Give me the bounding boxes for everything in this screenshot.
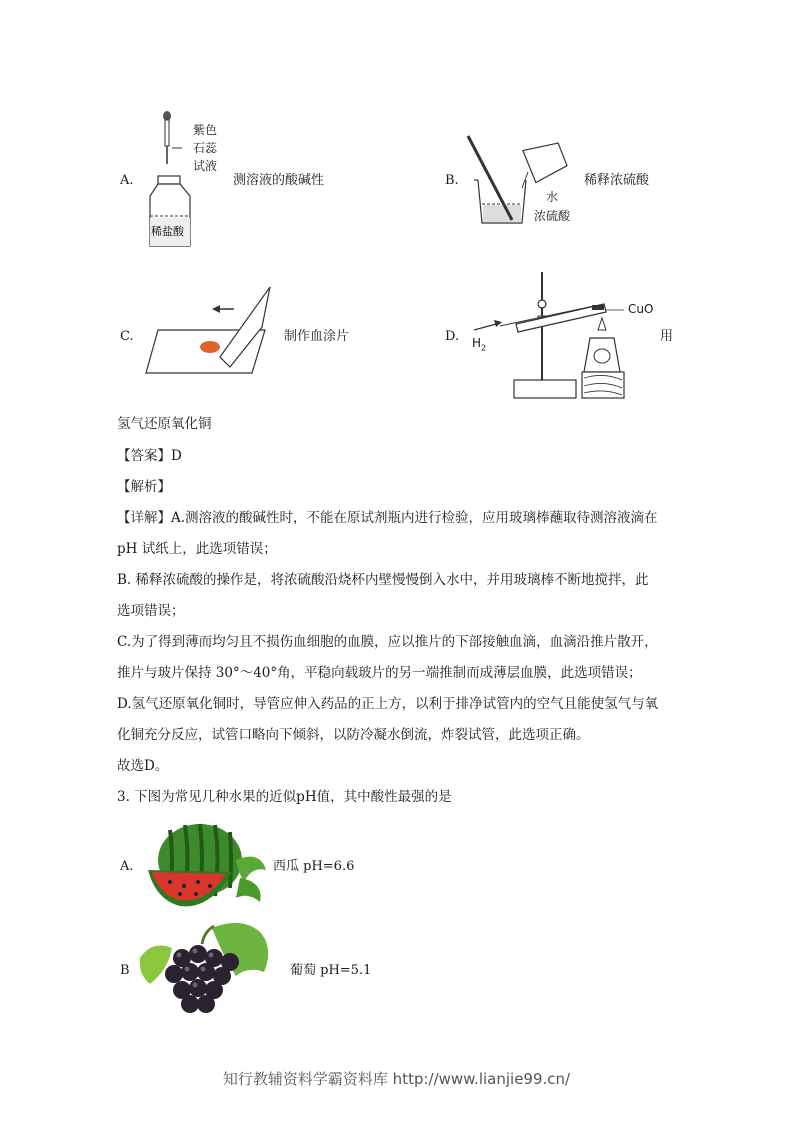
label-h2 xyxy=(472,336,486,352)
explanation-line: 故选D。 xyxy=(117,758,169,774)
option-c-letter: C. xyxy=(120,329,134,344)
option-d-letter: D. xyxy=(445,329,460,344)
explanation-line: 推片与玻片保持 30°～40°角，平稳向载玻片的另一端推制而成薄层血膜，此选项错误； xyxy=(117,665,642,681)
q3-option-b-letter: B xyxy=(120,963,130,978)
explanation-line: C.为了得到薄而均匀且不损伤血细胞的血膜，应以推片的下部接触血滴，血滴沿推片散开， xyxy=(117,634,658,650)
label-h2-sub: 2 xyxy=(481,343,487,353)
explanation-line: 化铜充分反应，试管口略向下倾斜，以防冷凝水倒流，炸裂试管，此选项正确。 xyxy=(117,727,590,743)
option-a-letter: A. xyxy=(120,173,134,188)
h2-reduction-illustration xyxy=(464,268,634,400)
litmus-label-2: 石蕊 xyxy=(193,141,218,155)
explanation xyxy=(117,508,658,787)
blood-smear-illustration xyxy=(140,285,280,380)
footer-watermark: 知行教辅资料学霸资料库 http://www.lianjie99.cn/ xyxy=(222,1070,571,1088)
answer-line: 【答案】D xyxy=(117,448,182,464)
label-water: 水 xyxy=(546,190,559,204)
litmus-label-3: 试液 xyxy=(193,159,218,173)
litmus-label-1: 紫色 xyxy=(193,123,218,137)
option-d-caption-cont: 氢气还原氧化铜 xyxy=(117,416,212,432)
watermelon-image xyxy=(140,820,272,912)
label-conc-acid: 浓硫酸 xyxy=(534,209,571,223)
option-b-caption: 稀释浓硫酸 xyxy=(584,173,650,188)
explanation-line: B. 稀释浓硫酸的操作是，将浓硫酸沿烧杯内壁慢慢倒入水中，并用玻璃棒不断地搅拌，此 xyxy=(117,572,649,588)
explanation-line: pH 试纸上，此选项错误； xyxy=(117,541,277,557)
option-a-caption: 测溶液的酸碱性 xyxy=(233,173,325,188)
option-d-caption: 用 xyxy=(660,329,674,344)
litmus-labels xyxy=(193,121,217,175)
label-h2-main: H xyxy=(472,336,482,350)
analysis-heading: 【解析】 xyxy=(117,479,171,495)
bottle-label: 稀盐酸 xyxy=(151,225,184,238)
explanation-line: D.氢气还原氧化铜时，导管应伸入药品的正上方，以利于排净试管内的空气且能使氢气与氧 xyxy=(117,696,659,712)
label-cuo: CuO xyxy=(628,302,654,316)
explanation-line: 【详解】A.测溶液的酸碱性时，不能在原试剂瓶内进行检验，应用玻璃棒蘸取待测溶液滴在 xyxy=(117,510,658,526)
option-b-letter: B. xyxy=(445,173,459,188)
grapes-image xyxy=(132,918,282,1018)
q3-option-a-letter: A. xyxy=(120,859,134,874)
question-3: 3. 下图为常见几种水果的近似pH值，其中酸性最强的是 xyxy=(117,789,452,805)
q3-option-b-text: 葡萄 pH=5.1 xyxy=(290,963,372,978)
q3-option-a-text: 西瓜 pH=6.6 xyxy=(273,859,355,874)
explanation-line: 选项错误； xyxy=(117,603,185,619)
option-c-caption: 制作血涂片 xyxy=(284,329,350,344)
